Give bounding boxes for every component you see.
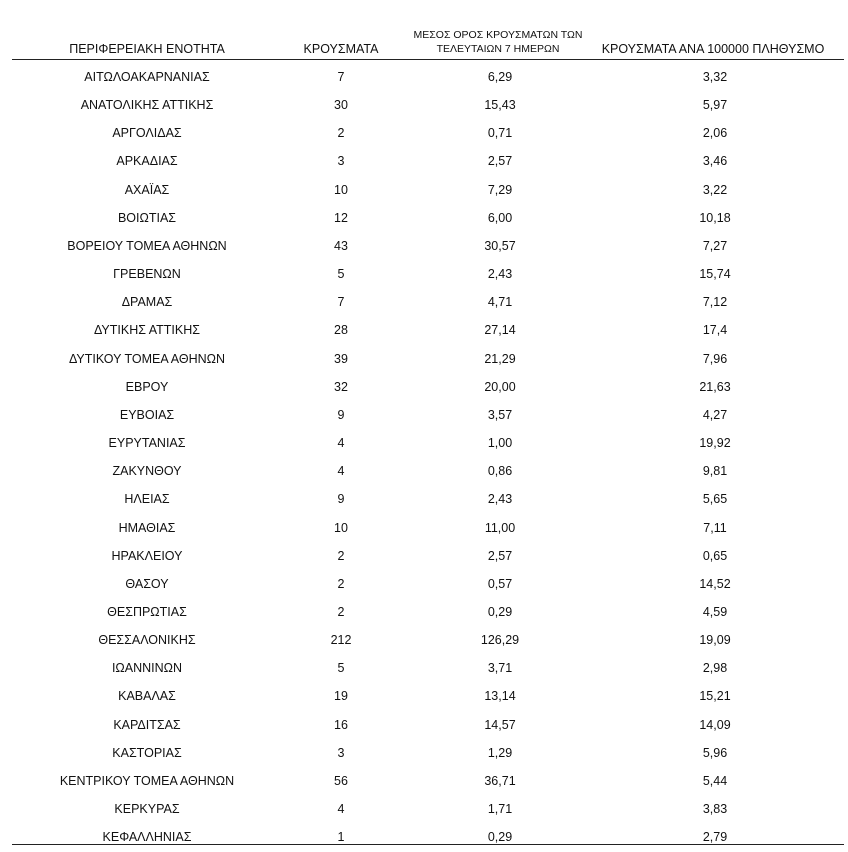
header-cases: ΚΡΟΥΣΜΑΤΑ (303, 42, 379, 56)
avg-7-days: 1,00 (487, 436, 513, 451)
table-row (0, 796, 848, 824)
avg-7-days: 3,57 (487, 407, 513, 422)
cases-count: 12 (334, 210, 348, 225)
avg-7-days: 2,43 (487, 267, 513, 282)
avg-7-days: 1,29 (487, 745, 513, 760)
table-row (0, 627, 848, 655)
cases-per-100000: 5,97 (702, 98, 728, 113)
table-row (0, 486, 848, 514)
cases-count: 7 (337, 70, 345, 84)
avg-7-days: 14,57 (484, 717, 516, 732)
cases-per-100000: 3,22 (702, 182, 728, 197)
cases-count: 28 (334, 323, 348, 338)
table-row (0, 205, 848, 233)
region-name: ΚΑΒΑΛΑΣ (118, 689, 176, 704)
cases-count: 5 (337, 661, 345, 676)
cases-per-100000: 5,96 (702, 745, 728, 760)
cases-per-100000: 2,79 (702, 830, 728, 845)
cases-count: 4 (337, 464, 345, 479)
avg-7-days: 11,00 (484, 520, 516, 535)
cases-per-100000: 3,46 (702, 154, 728, 169)
region-name: ΚΑΡΔΙΤΣΑΣ (113, 717, 181, 732)
cases-count: 32 (334, 379, 348, 394)
header-divider (12, 59, 844, 60)
table-row (0, 233, 848, 261)
cases-per-100000: 15,74 (699, 267, 731, 282)
cases-per-100000: 7,12 (702, 295, 728, 310)
cases-per-100000: 5,44 (702, 773, 728, 788)
table-row (0, 374, 848, 402)
cases-count: 2 (337, 126, 345, 141)
region-name: ΚΑΣΤΟΡΙΑΣ (112, 745, 182, 760)
table-row (0, 599, 848, 627)
table-row (0, 64, 848, 92)
table-body (0, 64, 848, 852)
avg-7-days: 36,71 (484, 773, 516, 788)
avg-7-days: 2,57 (487, 548, 513, 563)
region-name: ΕΥΡΥΤΑΝΙΑΣ (108, 436, 186, 451)
table-row (0, 430, 848, 458)
cases-count: 9 (337, 407, 345, 422)
cases-count: 1 (337, 830, 345, 845)
cases-per-100000: 14,52 (699, 576, 731, 591)
region-name: ΘΕΣΠΡΩΤΙΑΣ (107, 604, 187, 619)
region-name: ΗΡΑΚΛΕΙΟΥ (111, 548, 183, 563)
avg-7-days: 2,43 (487, 492, 513, 507)
region-name: ΒΟΡΕΙΟΥ ΤΟΜΕΑ ΑΘΗΝΩΝ (67, 238, 227, 253)
region-name: ΓΡΕΒΕΝΩΝ (113, 267, 181, 282)
cases-count: 4 (337, 436, 345, 451)
cases-count: 7 (337, 295, 345, 310)
avg-7-days: 6,29 (487, 70, 513, 84)
avg-7-days: 2,57 (487, 154, 513, 169)
table-row (0, 768, 848, 796)
cases-per-100000: 3,83 (702, 802, 728, 817)
cases-count: 212 (330, 633, 352, 648)
cases-per-100000: 19,92 (699, 436, 731, 451)
cases-count: 9 (337, 492, 345, 507)
region-name: ΚΕΦΑΛΛΗΝΙΑΣ (102, 830, 192, 845)
table-row (0, 402, 848, 430)
cases-per-100000: 7,96 (702, 351, 728, 366)
avg-7-days: 27,14 (484, 323, 516, 338)
avg-7-days: 7,29 (487, 182, 513, 197)
cases-count: 16 (334, 717, 348, 732)
table-row (0, 317, 848, 345)
table-row (0, 148, 848, 176)
table-row (0, 824, 848, 852)
cases-count: 2 (337, 576, 345, 591)
cases-per-100000: 21,63 (699, 379, 731, 394)
cases-count: 5 (337, 267, 345, 282)
cases-count: 39 (334, 351, 348, 366)
cases-per-100000: 4,59 (702, 604, 728, 619)
avg-7-days: 0,29 (487, 604, 513, 619)
header-avg-7-days (408, 28, 588, 56)
table-row (0, 543, 848, 571)
avg-7-days: 3,71 (487, 661, 513, 676)
cases-per-100000: 10,18 (699, 210, 731, 225)
cases-count: 4 (337, 802, 345, 817)
cases-per-100000: 15,21 (699, 689, 731, 704)
table-row (0, 177, 848, 205)
cases-per-100000: 5,65 (702, 492, 728, 507)
table-row (0, 261, 848, 289)
avg-7-days: 0,57 (487, 576, 513, 591)
header-cases-per-100000: ΚΡΟΥΣΜΑΤΑ ΑΝΑ 100000 ΠΛΗΘΥΣΜΟ (601, 42, 825, 56)
table-row (0, 515, 848, 543)
cases-count: 19 (334, 689, 348, 704)
header-avg-line1: ΜΕΣΟΣ ΟΡΟΣ ΚΡΟΥΣΜΑΤΩΝ ΤΩΝ (413, 29, 583, 41)
cases-count: 10 (334, 520, 348, 535)
table-row (0, 92, 848, 120)
region-name: ΒΟΙΩΤΙΑΣ (117, 210, 177, 225)
avg-7-days: 0,71 (487, 126, 513, 141)
table-row (0, 289, 848, 317)
avg-7-days: 20,00 (484, 379, 516, 394)
avg-7-days: 6,00 (487, 210, 513, 225)
table-row (0, 712, 848, 740)
region-name: ΙΩΑΝΝΙΝΩΝ (111, 661, 183, 676)
cases-per-100000: 14,09 (699, 717, 731, 732)
avg-7-days: 126,29 (480, 633, 520, 648)
header-avg-line2: ΤΕΛΕΥΤΑΙΩΝ 7 ΗΜΕΡΩΝ (436, 43, 560, 55)
region-name: ΚΕΝΤΡΙΚΟΥ ΤΟΜΕΑ ΑΘΗΝΩΝ (59, 773, 235, 788)
avg-7-days: 13,14 (484, 689, 516, 704)
region-name: ΔΥΤΙΚΗΣ ΑΤΤΙΚΗΣ (94, 323, 200, 338)
cases-count: 10 (334, 182, 348, 197)
cases-per-100000: 2,98 (702, 661, 728, 676)
region-name: ΗΜΑΘΙΑΣ (118, 520, 176, 535)
table-row (0, 740, 848, 768)
cases-per-100000: 7,27 (702, 238, 728, 253)
cases-per-100000: 19,09 (699, 633, 731, 648)
cases-count: 2 (337, 548, 345, 563)
region-name: ΘΕΣΣΑΛΟΝΙΚΗΣ (98, 633, 196, 648)
avg-7-days: 21,29 (484, 351, 516, 366)
table-row (0, 458, 848, 486)
region-name: ΑΡΚΑΔΙΑΣ (116, 154, 178, 169)
cases-per-100000: 17,4 (702, 323, 728, 338)
avg-7-days: 1,71 (487, 802, 513, 817)
avg-7-days: 0,29 (487, 830, 513, 845)
cases-per-100000: 0,65 (702, 548, 728, 563)
region-name: ΔΡΑΜΑΣ (121, 295, 173, 310)
cases-per-100000: 2,06 (702, 126, 728, 141)
region-name: ΔΥΤΙΚΟΥ ΤΟΜΕΑ ΑΘΗΝΩΝ (68, 351, 226, 366)
cases-count: 56 (334, 773, 348, 788)
region-name: ΑΙΤΩΛΟΑΚΑΡΝΑΝΙΑΣ (84, 70, 210, 84)
cases-count: 3 (337, 745, 345, 760)
cases-per-100000: 7,11 (703, 520, 727, 535)
region-name: ΖΑΚΥΝΘΟΥ (112, 464, 182, 479)
cases-count: 2 (337, 604, 345, 619)
avg-7-days: 15,43 (484, 98, 516, 113)
region-name: ΑΝΑΤΟΛΙΚΗΣ ΑΤΤΙΚΗΣ (80, 98, 214, 113)
avg-7-days: 4,71 (487, 295, 513, 310)
cases-count: 3 (337, 154, 345, 169)
table-row (0, 655, 848, 683)
avg-7-days: 30,57 (484, 238, 516, 253)
cases-count: 30 (334, 98, 348, 113)
table-row (0, 120, 848, 148)
region-name: ΗΛΕΙΑΣ (124, 492, 170, 507)
table-row (0, 571, 848, 599)
region-name: ΚΕΡΚΥΡΑΣ (114, 802, 180, 817)
avg-7-days: 0,86 (487, 464, 513, 479)
region-name: ΘΑΣΟΥ (125, 576, 169, 591)
region-name: ΕΥΒΟΙΑΣ (119, 407, 175, 422)
cases-per-100000: 4,27 (702, 407, 728, 422)
region-name: ΑΡΓΟΛΙΔΑΣ (112, 126, 182, 141)
table-row (0, 346, 848, 374)
region-name: ΕΒΡΟΥ (125, 379, 169, 394)
cases-per-100000: 9,81 (702, 464, 728, 479)
table-bottom-divider (12, 844, 844, 845)
cases-count: 43 (334, 238, 348, 253)
cases-per-100000: 3,32 (702, 70, 728, 84)
table-row (0, 683, 848, 711)
region-name: ΑΧΑΪΑΣ (124, 182, 170, 197)
header-region: ΠΕΡΙΦΕΡΕΙΑΚΗ ΕΝΟΤΗΤΑ (69, 42, 225, 56)
